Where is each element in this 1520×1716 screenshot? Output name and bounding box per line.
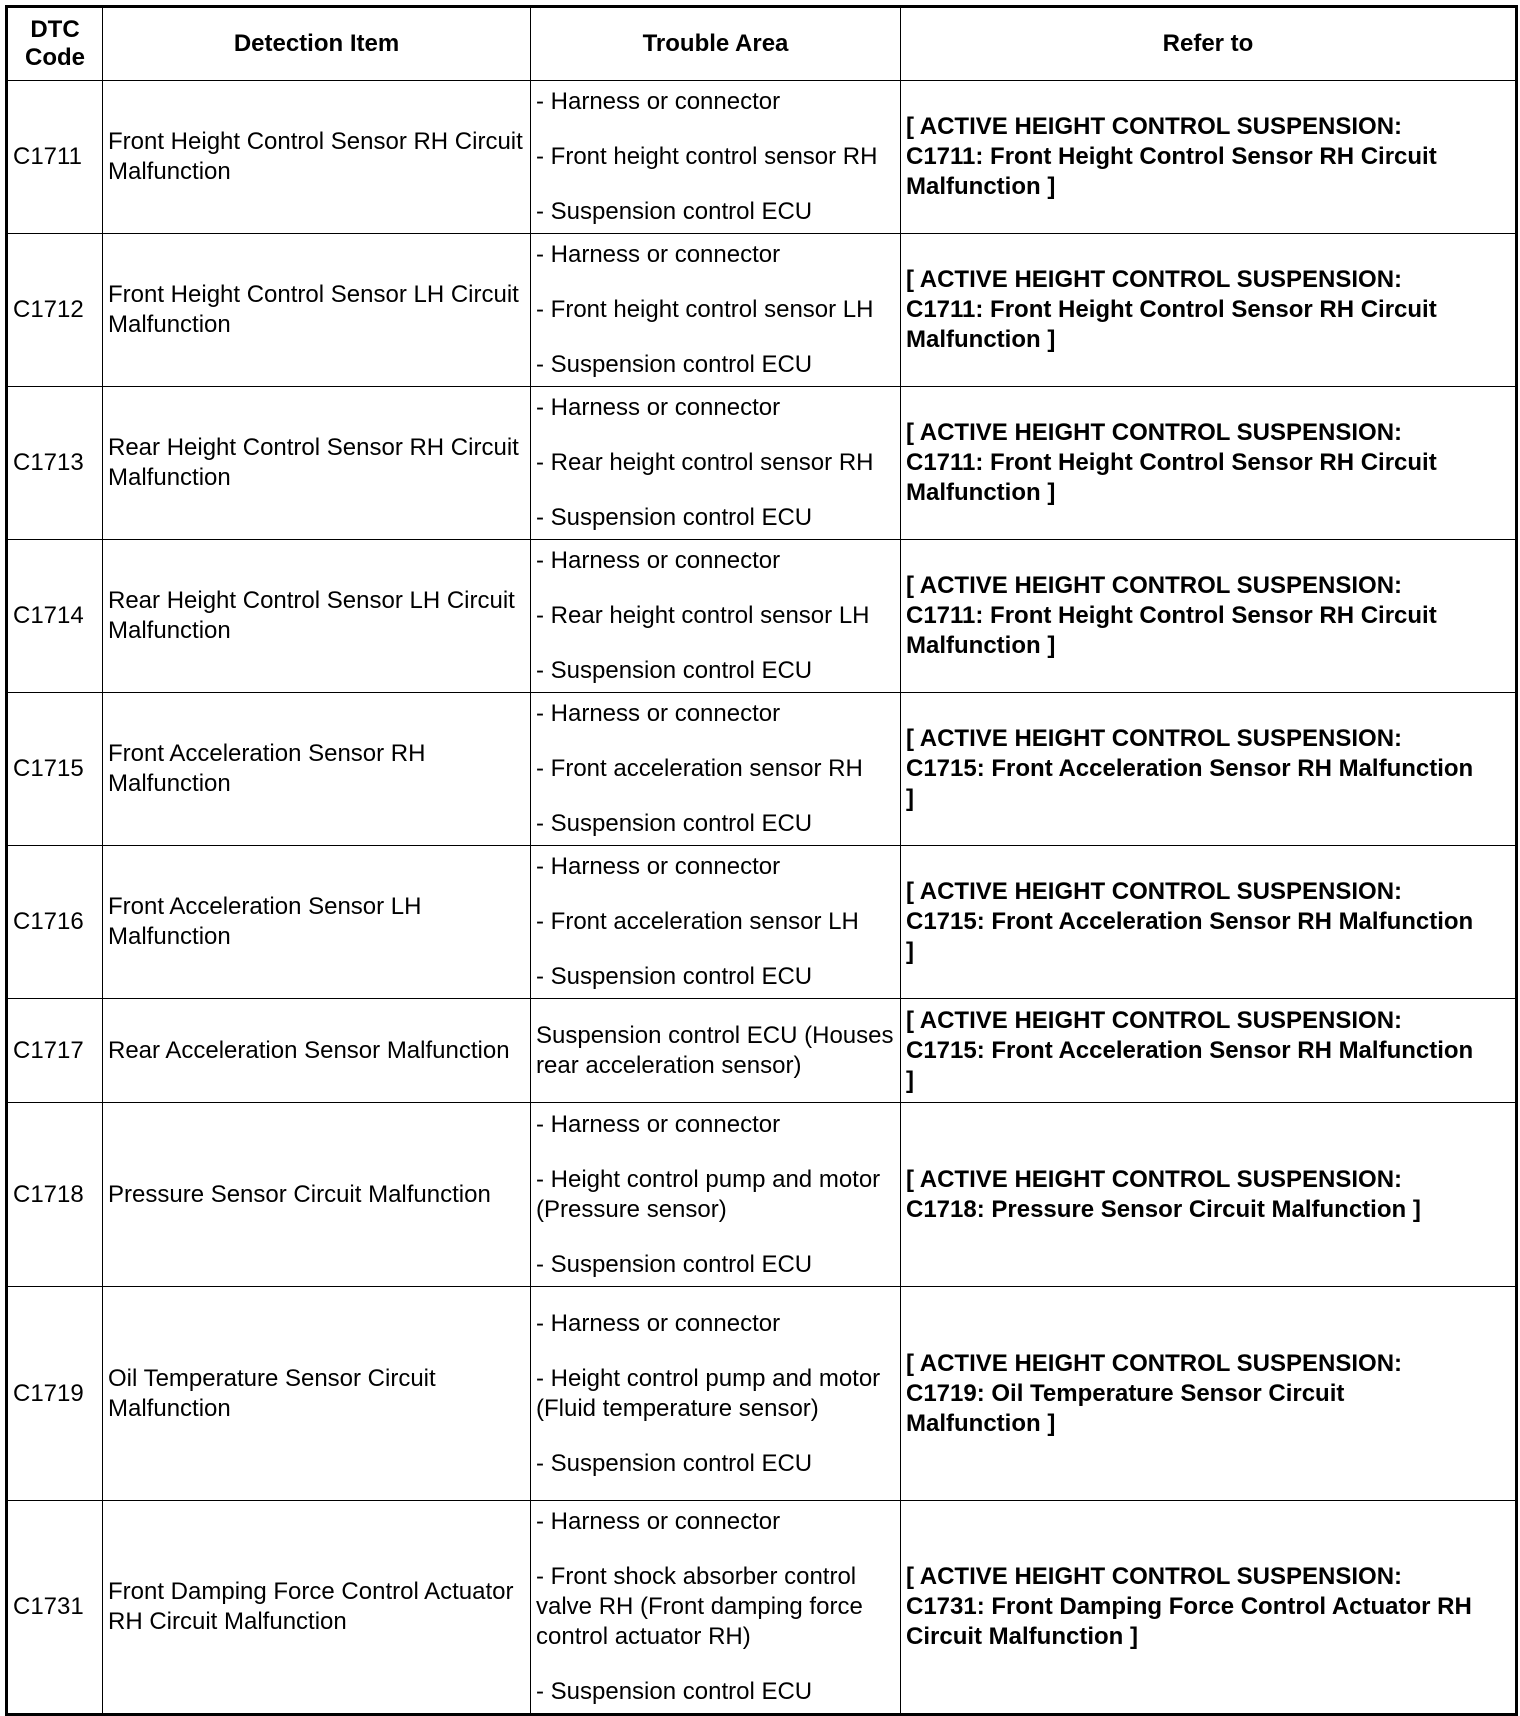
dtc-code-cell: C1731 <box>7 1501 103 1715</box>
trouble-item: - Harness or connector <box>536 853 781 880</box>
trouble-gap <box>536 478 895 503</box>
refer-link-line[interactable]: ] <box>906 1066 914 1094</box>
trouble-area-cell <box>531 81 901 234</box>
trouble-item: - Harness or connector <box>536 700 781 727</box>
header-detection-item: Detection Item <box>103 7 531 81</box>
table-row <box>7 81 1517 234</box>
refer-link-line[interactable]: Malfunction ] <box>906 1409 1056 1437</box>
trouble-area-cell <box>531 540 901 693</box>
refer-link-line[interactable]: C1715: Front Acceleration Sensor RH Malfunction <box>906 1036 1474 1064</box>
table-row <box>7 234 1517 387</box>
trouble-gap <box>536 1140 895 1165</box>
trouble-item: - Suspension control ECU <box>536 1250 813 1278</box>
refer-link-line[interactable]: [ ACTIVE HEIGHT CONTROL SUSPENSION: <box>906 572 1403 599</box>
table-body <box>7 81 1517 1715</box>
refer-link-line[interactable]: [ ACTIVE HEIGHT CONTROL SUSPENSION: <box>906 266 1403 293</box>
refer-to-cell <box>901 1103 1517 1287</box>
refer-link-line[interactable]: [ ACTIVE HEIGHT CONTROL SUSPENSION: <box>906 725 1403 752</box>
trouble-item: - Front acceleration sensor LH <box>536 908 859 935</box>
trouble-gap <box>536 423 895 448</box>
trouble-item: - Suspension control ECU <box>536 504 813 531</box>
trouble-area-cell <box>531 1501 901 1715</box>
refer-link-line[interactable]: Malfunction ] <box>906 173 1056 200</box>
trouble-gap <box>536 1225 895 1250</box>
trouble-area-cell <box>531 1103 901 1287</box>
refer-to-cell <box>901 81 1517 234</box>
trouble-area-cell <box>531 693 901 846</box>
refer-link-line[interactable]: [ ACTIVE HEIGHT CONTROL SUSPENSION: <box>906 1006 1403 1034</box>
dtc-table <box>5 5 1518 1716</box>
header-row <box>7 7 1517 81</box>
trouble-item: - Suspension control ECU <box>536 963 813 990</box>
trouble-gap <box>536 882 895 907</box>
trouble-gap <box>536 1424 895 1449</box>
dtc-code-cell: C1719 <box>7 1287 103 1501</box>
trouble-gap <box>536 117 895 142</box>
trouble-gap <box>536 937 895 962</box>
trouble-gap <box>536 1652 895 1677</box>
detection-item-cell: Oil Temperature Sensor Circuit Malfunction <box>103 1287 531 1501</box>
refer-link-line[interactable]: C1731: Front Damping Force Control Actuator RH <box>906 1593 1472 1620</box>
refer-link-line[interactable]: C1711: Front Height Control Sensor RH Circuit <box>906 143 1437 170</box>
detection-item-cell: Pressure Sensor Circuit Malfunction <box>103 1103 531 1287</box>
dtc-code-cell: C1717 <box>7 999 103 1103</box>
trouble-gap <box>536 172 895 197</box>
trouble-gap <box>536 325 895 350</box>
dtc-code-cell: C1711 <box>7 81 103 234</box>
refer-link-line[interactable]: ] <box>906 785 914 812</box>
trouble-gap <box>536 1537 895 1562</box>
trouble-item: - Harness or connector <box>536 88 781 115</box>
trouble-gap <box>536 729 895 754</box>
trouble-item: - Front acceleration sensor RH <box>536 755 863 782</box>
refer-link-line[interactable]: [ ACTIVE HEIGHT CONTROL SUSPENSION: <box>906 1563 1403 1590</box>
refer-to-cell <box>901 693 1517 846</box>
trouble-item: - Rear height control sensor LH <box>536 602 870 629</box>
refer-link-line[interactable]: [ ACTIVE HEIGHT CONTROL SUSPENSION: <box>906 878 1403 905</box>
refer-to-cell <box>901 999 1517 1103</box>
trouble-item: - Front shock absorber control valve RH (Front damping force control actuator RH) <box>536 1563 863 1650</box>
refer-to-cell <box>901 387 1517 540</box>
detection-item-cell: Front Height Control Sensor RH Circuit Malfunction <box>103 81 531 234</box>
header-dtc-code: DTC Code <box>7 7 103 81</box>
trouble-item: - Harness or connector <box>536 1309 781 1337</box>
refer-link-line[interactable]: [ ACTIVE HEIGHT CONTROL SUSPENSION: <box>906 1165 1403 1193</box>
table-row <box>7 387 1517 540</box>
dtc-code-cell: C1716 <box>7 846 103 999</box>
table-row <box>7 693 1517 846</box>
trouble-gap <box>536 784 895 809</box>
trouble-item: - Height control pump and motor (Fluid temperature sensor) <box>536 1364 881 1422</box>
table-row <box>7 1287 1517 1501</box>
table-row <box>7 846 1517 999</box>
table-row <box>7 1103 1517 1287</box>
trouble-item: - Front height control sensor LH <box>536 296 874 323</box>
table-row <box>7 999 1517 1103</box>
header-refer-to: Refer to <box>901 7 1517 81</box>
refer-to-cell <box>901 1287 1517 1501</box>
table-row <box>7 540 1517 693</box>
trouble-area-cell <box>531 999 901 1103</box>
refer-link-line[interactable]: Malfunction ] <box>906 326 1056 353</box>
trouble-item: - Harness or connector <box>536 547 781 574</box>
trouble-item: - Suspension control ECU <box>536 198 813 225</box>
refer-link-line[interactable]: C1718: Pressure Sensor Circuit Malfunction ] <box>906 1195 1421 1223</box>
trouble-gap <box>536 631 895 656</box>
detection-item-cell: Front Damping Force Control Actuator RH Circuit Malfunction <box>103 1501 531 1715</box>
table-row <box>7 1501 1517 1715</box>
trouble-area-cell <box>531 1287 901 1501</box>
trouble-item: - Rear height control sensor RH <box>536 449 874 476</box>
refer-link-line[interactable]: Circuit Malfunction ] <box>906 1623 1138 1650</box>
trouble-item: - Suspension control ECU <box>536 351 813 378</box>
detection-item-cell: Rear Height Control Sensor RH Circuit Malfunction <box>103 387 531 540</box>
refer-link-line[interactable]: Malfunction ] <box>906 632 1056 659</box>
refer-to-cell <box>901 540 1517 693</box>
refer-link-line[interactable]: C1719: Oil Temperature Sensor Circuit <box>906 1379 1345 1407</box>
detection-item-cell: Rear Acceleration Sensor Malfunction <box>103 999 531 1103</box>
detection-item-cell: Front Acceleration Sensor LH Malfunction <box>103 846 531 999</box>
dtc-code-cell: C1713 <box>7 387 103 540</box>
trouble-area-cell <box>531 387 901 540</box>
trouble-item: - Suspension control ECU <box>536 1678 813 1705</box>
refer-link-line[interactable]: [ ACTIVE HEIGHT CONTROL SUSPENSION: <box>906 419 1403 446</box>
trouble-item: - Suspension control ECU <box>536 810 813 837</box>
detection-item-cell: Front Acceleration Sensor RH Malfunction <box>103 693 531 846</box>
trouble-gap <box>536 576 895 601</box>
dtc-code-cell: C1712 <box>7 234 103 387</box>
header-trouble-area: Trouble Area <box>531 7 901 81</box>
trouble-item: - Suspension control ECU <box>536 657 813 684</box>
dtc-code-cell: C1715 <box>7 693 103 846</box>
trouble-gap <box>536 270 895 295</box>
refer-link-line[interactable]: C1711: Front Height Control Sensor RH Circuit <box>906 296 1437 323</box>
trouble-item: - Harness or connector <box>536 1110 781 1138</box>
detection-item-cell: Rear Height Control Sensor LH Circuit Malfunction <box>103 540 531 693</box>
trouble-item: - Front height control sensor RH <box>536 143 878 170</box>
refer-to-cell <box>901 846 1517 999</box>
refer-link-line[interactable]: Malfunction ] <box>906 479 1056 506</box>
trouble-area-cell <box>531 234 901 387</box>
dtc-code-cell: C1718 <box>7 1103 103 1287</box>
refer-link-line[interactable]: [ ACTIVE HEIGHT CONTROL SUSPENSION: <box>906 113 1403 140</box>
refer-to-cell <box>901 234 1517 387</box>
refer-to-cell <box>901 1501 1517 1715</box>
refer-link-line[interactable]: C1711: Front Height Control Sensor RH Circuit <box>906 449 1437 476</box>
detection-item-cell: Front Height Control Sensor LH Circuit Malfunction <box>103 234 531 387</box>
refer-link-line[interactable]: C1715: Front Acceleration Sensor RH Malfunction <box>906 908 1474 935</box>
trouble-item: - Suspension control ECU <box>536 1449 813 1477</box>
trouble-area-cell <box>531 846 901 999</box>
trouble-item: - Harness or connector <box>536 1508 781 1535</box>
trouble-item: - Height control pump and motor (Pressure sensor) <box>536 1165 881 1223</box>
dtc-code-cell: C1714 <box>7 540 103 693</box>
dtc-table-wrapper <box>5 5 1518 1716</box>
trouble-gap <box>536 1339 895 1364</box>
trouble-item: Suspension control ECU (Houses rear acceleration sensor) <box>536 1021 894 1079</box>
refer-link-line[interactable]: C1715: Front Acceleration Sensor RH Malfunction <box>906 755 1474 782</box>
refer-link-line[interactable]: C1711: Front Height Control Sensor RH Circuit <box>906 602 1437 629</box>
trouble-item: - Harness or connector <box>536 241 781 268</box>
trouble-item: - Harness or connector <box>536 394 781 421</box>
refer-link-line[interactable]: [ ACTIVE HEIGHT CONTROL SUSPENSION: <box>906 1349 1403 1377</box>
refer-link-line[interactable]: ] <box>906 938 914 965</box>
